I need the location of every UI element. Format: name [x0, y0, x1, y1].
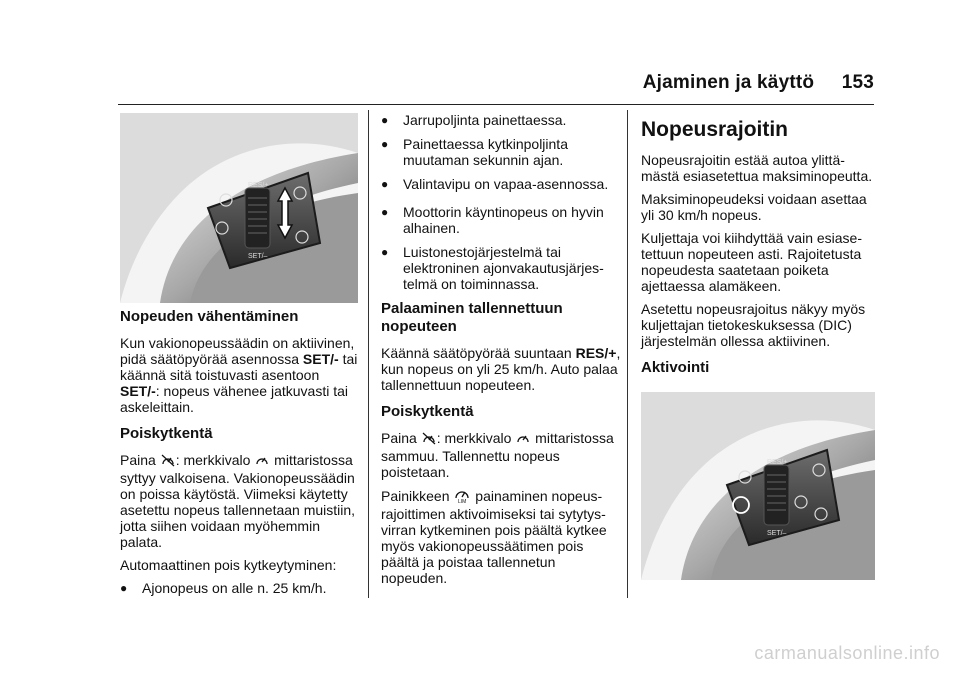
- paragraph-deactivation-2: Paina : merkkivalo mittaristossa sammuu. Tallennettu nopeus poistetaan.: [381, 430, 614, 480]
- res-label-2: RES/+: [767, 459, 788, 466]
- heading-speed-limiter: Nopeusrajoitin: [641, 118, 789, 141]
- page-header: [643, 72, 874, 94]
- list-item: ● Valintavipu on vapaa-asennossa.: [381, 176, 609, 192]
- column-divider-2: [627, 110, 628, 598]
- header-rule: [118, 104, 874, 105]
- paragraph-limiter-accel: Kuljettaja voi kiihdyttää vain esiasetettuun nopeuteen asti. Rajoitetusta nopeudesta saatetaan poiketa ajettaessa alamäkeen.: [641, 230, 863, 294]
- heading-deactivation: Poiskytkentä: [120, 425, 213, 442]
- list-item: ● Painettaessa kytkinpoljinta muutaman sekunnin ajan.: [381, 136, 568, 168]
- res-label: RES/+: [248, 182, 269, 189]
- paragraph-limiter-button: Painikkeen LIM painaminen nopeusrajoittimen aktivoimiseksi tai sytytysvirran kytkeminen pois päältä kytkee myös vakionopeussäätimen pois päältä ja poistaa tallennetun nopeuden.: [381, 488, 607, 586]
- list-item: ● Moottorin käyntinopeus on hyvin alhainen.: [381, 204, 604, 236]
- page-number: 153: [841, 72, 874, 93]
- list-item: ● Ajonopeus on alle n. 25 km/h.: [120, 580, 327, 596]
- watermark: carmanualsonline.info: [754, 643, 940, 663]
- paragraph-auto-off: Automaattinen pois kytkeytyminen:: [120, 557, 337, 573]
- column-3: [641, 118, 876, 386]
- cruise-indicator-icon: [255, 454, 269, 470]
- set-label-2: SET/–: [767, 530, 787, 537]
- paragraph-resume-speed: Käännä säätöpyörää suuntaan RES/+, kun nopeus on yli 25 km/h. Auto palaa tallennettuun nopeuteen.: [381, 345, 621, 393]
- steering-wheel-photo-1: [120, 113, 358, 303]
- speed-limiter-icon: [454, 487, 470, 506]
- heading-speed-reduction: Nopeuden vähentäminen: [120, 308, 299, 325]
- cruise-off-icon: [161, 454, 175, 470]
- column-2: [381, 112, 621, 593]
- heading-deactivation-2: Poiskytkentä: [381, 403, 474, 420]
- paragraph-speed-reduction: Kun vakionopeussäädin on aktiivinen, pidä säätöpyörää asennossa SET/- tai käännä sitä toistuvasti asentoon SET/-: nopeus vähenee jatkuvasti tai askeleittain.: [120, 335, 358, 415]
- paragraph-limiter-intro: Nopeusrajoitin estää autoa ylittämästä esiasetettua maksiminopeutta.: [641, 152, 873, 184]
- heading-resume-speed: Palaaminen tallennettuun nopeuteen: [381, 300, 563, 335]
- paragraph-limiter-dic: Asetettu nopeusrajoitus näkyy myös kuljettajan tietokeskuksessa (DIC) järjestelmän ollessa aktiivinen.: [641, 301, 866, 349]
- section-title: Ajaminen ja käyttö: [642, 72, 815, 93]
- set-label: SET/–: [248, 253, 268, 260]
- cruise-indicator-icon: [516, 432, 530, 448]
- steering-wheel-photo-2: [641, 392, 875, 580]
- column-divider-1: [368, 110, 369, 598]
- cruise-off-icon: [422, 432, 436, 448]
- paragraph-limiter-max: Maksiminopeudeksi voidaan asettaa yli 30 km/h nopeus.: [641, 191, 867, 223]
- column-1: [120, 308, 358, 604]
- heading-activation: Aktivointi: [641, 359, 710, 376]
- paragraph-deactivation: Paina : merkkivalo mittaristossa syttyy valkoisena. Vakionopeussäädin on poissa käytöstä. Viimeksi käytetty asetettu nopeus tallennetaan muistiin, jotta siihen voidaan myöhemmin palata.: [120, 452, 356, 550]
- lim-label: LIM: [458, 499, 467, 503]
- list-item: ● Luistonestojärjestelmä tai elektroninen ajonvakautusjärjestelmä on toiminnassa.: [381, 244, 604, 292]
- list-item: ● Jarrupoljinta painettaessa.: [381, 112, 567, 128]
